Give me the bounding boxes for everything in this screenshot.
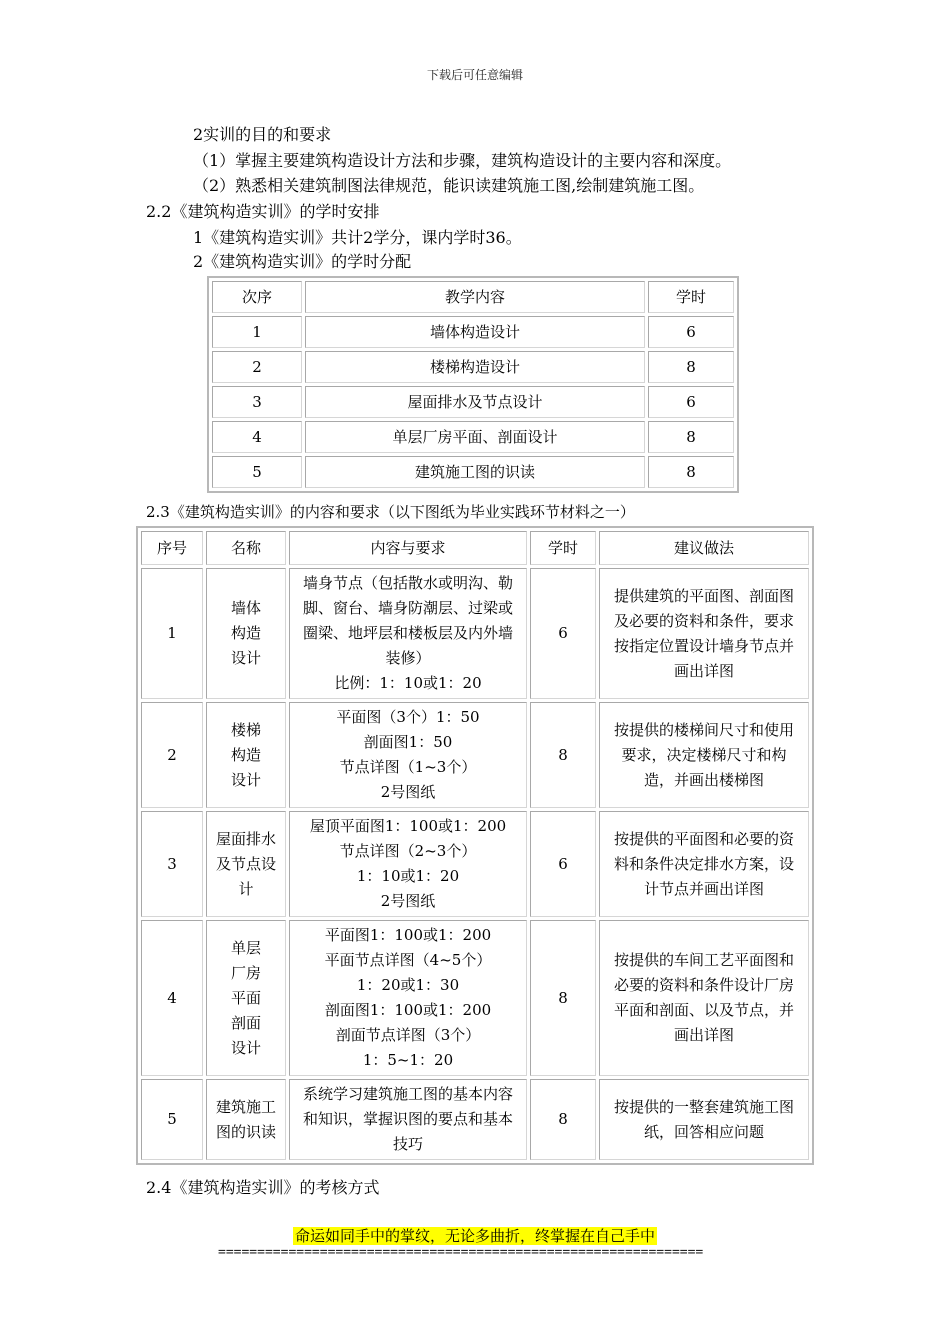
cell-content: 墙体构造设计 xyxy=(305,316,645,348)
cell-content xyxy=(289,1079,527,1160)
cell-line: 画出详图 xyxy=(673,661,734,680)
cell-line: 构造 xyxy=(230,745,261,764)
cell-line: 装修） xyxy=(385,649,431,667)
cell-line: 画出详图 xyxy=(673,1026,734,1044)
cell-hours: 6 xyxy=(530,811,596,917)
cell-line: 脚、窗台、墙身防潮层、过梁或 xyxy=(302,599,513,617)
cell-hours: 6 xyxy=(648,386,734,418)
cell-method xyxy=(599,811,809,917)
section-2-2-item-2: 2《建筑构造实训》的学时分配 xyxy=(193,252,412,271)
header-cell-no: 序号 xyxy=(141,531,203,565)
cell-line: 计节点并画出详图 xyxy=(643,879,764,898)
cell-content: 屋面排水及节点设计 xyxy=(305,386,645,418)
header-cell-order: 次序 xyxy=(212,281,302,313)
cell-line: 节点详图（2~3个） xyxy=(339,842,477,860)
cell-method xyxy=(599,920,809,1076)
footer-slogan xyxy=(0,1226,950,1246)
cell-order: 1 xyxy=(212,316,302,348)
cell-content: 单层厂房平面、剖面设计 xyxy=(305,421,645,453)
cell-content: 楼梯构造设计 xyxy=(305,351,645,383)
cell-line: 设计 xyxy=(230,649,261,667)
cell-line: 墙身节点（包括散水或明沟、勒 xyxy=(302,574,513,592)
cell-hours: 6 xyxy=(530,568,596,699)
header-cell-hours: 学时 xyxy=(530,531,596,565)
cell-line: 1：5~1：20 xyxy=(362,1051,454,1069)
cell-line: 造，并画出楼梯图 xyxy=(643,770,764,789)
section-2-2-item-1: 1《建筑构造实训》共计2学分，课内学时36。 xyxy=(193,228,522,247)
cell-line: 节点详图（1~3个） xyxy=(339,758,477,776)
cell-line: 比例：1：10或1：20 xyxy=(334,674,482,692)
cell-order: 2 xyxy=(212,351,302,383)
cell-line: 设计 xyxy=(230,1038,261,1057)
cell-line: 按指定位置设计墙身节点并 xyxy=(613,636,794,655)
cell-line: 系统学习建筑施工图的基本内容 xyxy=(302,1085,513,1103)
cell-content xyxy=(289,920,527,1076)
cell-line: 计 xyxy=(238,879,254,898)
cell-line: 图的识读 xyxy=(215,1122,276,1141)
cell-line: 纸，回答相应问题 xyxy=(643,1122,764,1141)
table-row xyxy=(141,920,809,1076)
cell-line: 按提供的楼梯间尺寸和使用 xyxy=(613,720,794,739)
cell-name xyxy=(206,920,286,1076)
cell-line: 单层 xyxy=(230,938,261,957)
content-requirements-table xyxy=(136,526,814,1165)
cell-hours: 8 xyxy=(530,920,596,1076)
section-2-4-title: 2.4《建筑构造实训》的考核方式 xyxy=(146,1178,380,1197)
cell-line: 2号图纸 xyxy=(380,783,436,801)
cell-line: 厂房 xyxy=(230,963,261,982)
cell-no: 3 xyxy=(141,811,203,917)
cell-line: 提供建筑的平面图、剖面图 xyxy=(613,586,794,605)
cell-line: 墙体 xyxy=(230,599,261,617)
header-cell-name: 名称 xyxy=(206,531,286,565)
cell-line: 建筑施工 xyxy=(215,1097,276,1116)
header-cell-method: 建议做法 xyxy=(599,531,809,565)
cell-line: 楼梯 xyxy=(230,720,261,739)
cell-line: 剖面图1：100或1：200 xyxy=(324,1001,492,1019)
table-row xyxy=(141,568,809,699)
cell-order: 3 xyxy=(212,386,302,418)
cell-line: 剖面 xyxy=(230,1013,261,1032)
cell-line: 平面节点详图（4~5个） xyxy=(324,951,492,969)
cell-line: 要求，决定楼梯尺寸和构 xyxy=(621,745,787,764)
section-2-3-title: 2.3《建筑构造实训》的内容和要求（以下图纸为毕业实践环节材料之一） xyxy=(146,503,635,521)
header-note: 下载后可任意编辑 xyxy=(426,68,523,82)
content-table-body xyxy=(141,568,809,1160)
cell-line: 屋面排水 xyxy=(215,829,276,848)
cell-order: 5 xyxy=(212,456,302,488)
cell-line: 平面和剖面、以及节点，并 xyxy=(613,1001,794,1019)
cell-line: 屋顶平面图1：100或1：200 xyxy=(309,817,507,835)
cell-method xyxy=(599,702,809,808)
cell-hours: 8 xyxy=(648,456,734,488)
footer-slogan-text: 命运如同手中的掌纹，无论多曲折，终掌握在自己手中 xyxy=(294,1227,655,1245)
table-row xyxy=(212,351,734,383)
section-2-item-2: （2）熟悉相关建筑制图法律规范，能识读建筑施工图,绘制建筑施工图。 xyxy=(193,176,705,195)
table-row xyxy=(141,702,809,808)
cell-line: 1：20或1：30 xyxy=(356,976,460,994)
cell-content: 建筑施工图的识读 xyxy=(305,456,645,488)
cell-order: 4 xyxy=(212,421,302,453)
table-header-row xyxy=(212,281,734,313)
cell-name xyxy=(206,811,286,917)
cell-line: 构造 xyxy=(230,624,261,642)
header-cell-content: 内容与要求 xyxy=(289,531,527,565)
cell-name xyxy=(206,1079,286,1160)
table-row xyxy=(212,456,734,488)
cell-line: 及必要的资料和条件，要求 xyxy=(613,611,794,630)
cell-method xyxy=(599,568,809,699)
table-row xyxy=(212,386,734,418)
header-cell-hours: 学时 xyxy=(648,281,734,313)
cell-line: 按提供的一整套建筑施工图 xyxy=(613,1097,794,1116)
cell-no: 1 xyxy=(141,568,203,699)
table-row xyxy=(212,421,734,453)
cell-line: 剖面图1：50 xyxy=(363,733,453,751)
cell-line: 剖面节点详图（3个） xyxy=(335,1026,481,1044)
cell-content xyxy=(289,811,527,917)
cell-line: 1：10或1：20 xyxy=(356,867,460,885)
cell-no: 2 xyxy=(141,702,203,808)
cell-line: 和知识，掌握识图的要点和基本 xyxy=(302,1110,513,1128)
cell-line: 圈梁、地坪层和楼板层及内外墙 xyxy=(302,624,513,642)
cell-line: 平面图1：100或1：200 xyxy=(324,926,492,944)
cell-hours: 8 xyxy=(648,421,734,453)
table-row xyxy=(141,1079,809,1160)
footer-rule: ============================================================== xyxy=(218,1245,704,1260)
section-2-title: 2实训的目的和要求 xyxy=(193,125,332,144)
cell-line: 料和条件决定排水方案，设 xyxy=(613,854,794,873)
cell-method xyxy=(599,1079,809,1160)
table-row xyxy=(212,316,734,348)
cell-content xyxy=(289,568,527,699)
hours-allocation-table xyxy=(207,276,739,493)
cell-line: 按提供的平面图和必要的资 xyxy=(613,829,794,848)
cell-line: 2号图纸 xyxy=(380,892,436,910)
cell-line: 按提供的车间工艺平面图和 xyxy=(613,951,794,969)
cell-name xyxy=(206,568,286,699)
cell-content xyxy=(289,702,527,808)
section-2-2-title: 2.2《建筑构造实训》的学时安排 xyxy=(146,202,380,221)
cell-line: 设计 xyxy=(230,770,261,789)
cell-no: 4 xyxy=(141,920,203,1076)
cell-name xyxy=(206,702,286,808)
cell-no: 5 xyxy=(141,1079,203,1160)
cell-line: 及节点设 xyxy=(215,854,276,873)
cell-hours: 6 xyxy=(648,316,734,348)
table-header-row xyxy=(141,531,809,565)
cell-line: 技巧 xyxy=(392,1135,423,1153)
table-row xyxy=(141,811,809,917)
cell-hours: 8 xyxy=(530,1079,596,1160)
cell-hours: 8 xyxy=(530,702,596,808)
cell-line: 平面 xyxy=(230,988,261,1007)
section-2-item-1: （1）掌握主要建筑构造设计方法和步骤，建筑构造设计的主要内容和深度。 xyxy=(193,151,732,170)
cell-hours: 8 xyxy=(648,351,734,383)
cell-line: 平面图（3个）1：50 xyxy=(336,708,480,726)
header-cell-content: 教学内容 xyxy=(305,281,645,313)
cell-line: 必要的资料和条件设计厂房 xyxy=(613,976,794,994)
